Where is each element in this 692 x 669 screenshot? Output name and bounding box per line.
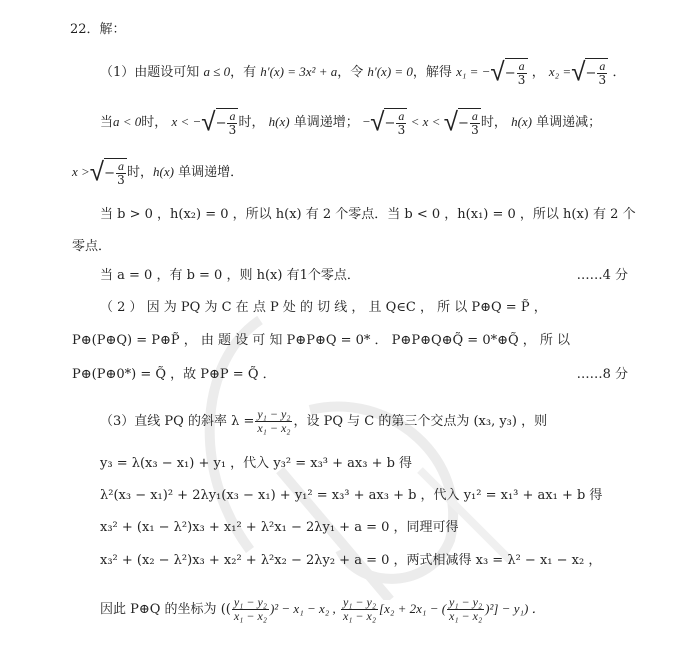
math: x₁ = −: [456, 64, 491, 79]
score-8: ……8 分: [576, 367, 628, 382]
math: h′(x) = 0: [367, 64, 413, 79]
math: a ≤ 0: [203, 64, 231, 79]
part2-line3: P⊕(P⊕0*) = Q̃ ，故 P⊕P = Q̃ ．: [72, 367, 276, 382]
text: 由题设可知: [134, 65, 200, 80]
part3-line6: 因此 P⊕Q 的坐标为 (( $\frac{\text{y₁ − y₂}}{\text{x₁ − x₂}}$ )² − x₁ − x₂ , $\frac{\text{y₁ − y₂}}{\text{x₁ − x₂}}$ [x₂ + 2x₁ − ( $\frac{\text{y₁ − y₂}}{\text{x₁ − x₂}}$ )²] − y₁) ．: [100, 595, 545, 623]
text: ，有: [230, 65, 257, 80]
part-label: （1）: [100, 65, 135, 80]
part1-line5: 零点．: [72, 239, 112, 254]
part2-line1: （ 2 ） 因 为 PQ 为 C 在 点 P 处 的 切 线 ， 且 Q∈C ， 所 以 P⊕Q = P̃ ，: [100, 300, 547, 315]
sqrt: √− $\frac{a}{3}$: [490, 58, 527, 87]
part3-line1: （3）直线 PQ 的斜率 λ = $\frac{\text{y₁ − y₂}}{\text{x₁ − x₂}}$ ，设 PQ 与 C 的第三个交点为 (x₃, y₃) ，则: [100, 407, 548, 435]
part1-line1: （1）由题设可知 a ≤ 0，有 h′(x) = 3x² + a，令 h′(x) = 0，解得 x₁ = −√− $\frac{a}{3}$ ， x₂ =√− $\frac{a}{3}$ ．: [100, 57, 626, 88]
sqrt: √− $\frac{a}{3}$: [571, 58, 608, 87]
score-4: ……4 分: [576, 268, 628, 283]
part2-line2: P⊕(P⊕Q) = P⊕P̃ ， 由 题 设 可 知 P⊕P⊕Q = 0* ． P⊕P⊕Q⊕Q̃ = 0*⊕Q̃ ， 所 以: [72, 333, 571, 348]
part1-line2: 当a < 0时， x < −√− $\frac{a}{3}$ 时， h(x) 单调递增； −√− $\frac{a}{3}$ < x < √− $\frac{a}{3}$ 时， h(x) 单调递减；: [100, 107, 602, 138]
part3-line5: x₃² + (x₂ − λ²)x₃ + x₂² + λ²x₂ − 2λy₂ + a = 0 ，两式相减得 x₃ = λ² − x₁ − x₂ ，: [100, 553, 602, 568]
text: ，解得: [412, 65, 452, 80]
problem-heading: 22．解：: [70, 22, 126, 37]
part3-line4: x₃² + (x₁ − λ²)x₃ + x₁² + λ²x₁ − 2λy₁ + a = 0 ，同理可得: [100, 520, 459, 535]
part3-line2: y₃ = λ(x₃ − x₁) + y₁ ，代入 y₃² = x₃³ + ax₃ + b 得: [100, 456, 413, 471]
math: h′(x) = 3x² + a: [260, 64, 338, 79]
text: ，令: [337, 65, 364, 80]
part1-line6: 当 a = 0 ，有 b = 0 ，则 h(x) 有1个零点．: [100, 268, 360, 283]
part3-line3: λ²(x₃ − x₁)² + 2λy₁(x₃ − x₁) + y₁² = x₃³ + ax₃ + b ，代入 y₁² = x₁³ + ax₁ + b 得: [100, 488, 603, 503]
part1-line3: x >√− $\frac{a}{3}$ 时，h(x) 单调递增．: [72, 157, 244, 188]
part1-line4: 当 b > 0 ，h(x₂) = 0 ，所以 h(x) 有 2 个零点．当 b < 0 ，h(x₁) = 0 ，所以 h(x) 有 2 个: [100, 207, 636, 222]
math: x₂ =: [548, 64, 572, 79]
